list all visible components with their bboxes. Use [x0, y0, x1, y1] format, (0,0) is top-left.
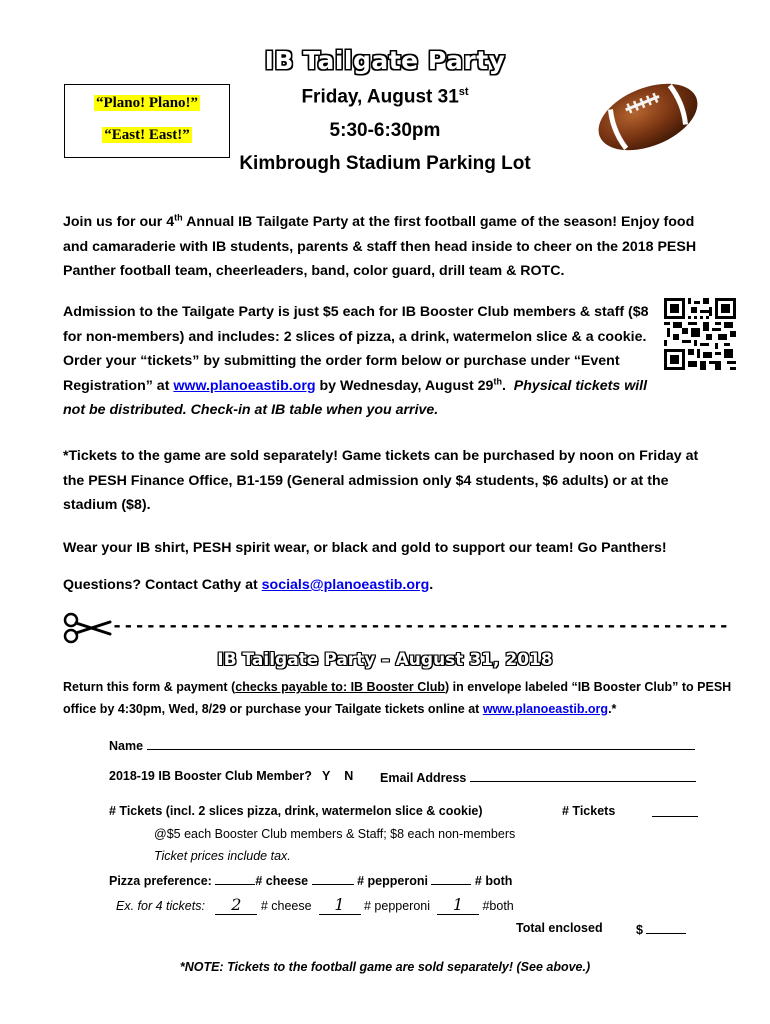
price-line: @$5 each Booster Club members & Staff; $8 each non-members	[154, 827, 516, 841]
member-yes-option[interactable]: Y	[322, 769, 331, 783]
example-pepperoni-value: 1	[319, 895, 361, 915]
pizza-preference-row: Pizza preference: # cheese # pepperoni # both	[109, 874, 513, 888]
email-link[interactable]: socials@planoeastib.org	[261, 577, 430, 593]
scissors-icon	[62, 612, 112, 644]
total-amount-field[interactable]	[646, 921, 686, 934]
member-no-option[interactable]: N	[344, 769, 354, 783]
website-link[interactable]: www.planoeastib.org	[173, 377, 316, 394]
game-tickets-paragraph: *Tickets to the game are sold separately! Game tickets can be purchased by noon on Friday at the PESH Finance Office, B1-159 (General admission only $4 students, $6 adults) or at the stadium ($8).	[63, 448, 699, 513]
event-time: 5:30-6:30pm	[329, 120, 441, 141]
form-title: IB Tailgate Party – August 31, 2018	[217, 650, 553, 670]
example-row: Ex. for 4 tickets: 2 # cheese 1 # pepperoni 1 #both	[116, 895, 514, 914]
admission-paragraph: Admission to the Tailgate Party is just $5 each for IB Booster Club members & staff ($8 for non-members) and includes: 2 slices of pizza, a drink, watermelon slice & a cookie. Order your “tickets” by submitting the order form below or purchase under “Event Registration” at www.planoeastib.org by Wednesday, August 29th. Physical tickets will not be distributed. Check-in at IB table when you arrive.	[63, 304, 649, 418]
both-count-field[interactable]	[431, 872, 471, 885]
qr-code-icon[interactable]	[664, 298, 736, 370]
form-website-link[interactable]: www.planoeastib.org	[482, 702, 609, 716]
event-date: Friday, August 31st	[301, 86, 469, 108]
total-label: Total enclosed	[516, 921, 603, 935]
footer-note: *NOTE: Tickets to the football game are sold separately! (See above.)	[179, 960, 591, 974]
tickets-right-label: # Tickets	[562, 804, 616, 818]
spirit-paragraph: Wear your IB shirt, PESH spirit wear, or black and gold to support our team! Go Panthers!	[63, 540, 667, 556]
tickets-count-field[interactable]	[652, 804, 698, 820]
form-instructions: Return this form & payment (checks payable to: IB Booster Club) in envelope labeled “IB Booster Club” to PESH office by 4:30pm, Wed, 8/29 or purchase your Tailgate tickets online at www.planoeastib.org.*	[63, 680, 732, 716]
total-row: $	[636, 921, 686, 937]
football-icon	[592, 78, 704, 156]
tickets-description: # Tickets (incl. 2 slices pizza, drink, watermelon slice & cookie)	[109, 804, 483, 818]
example-cheese-value: 2	[215, 895, 257, 915]
cheer-line-1: “Plano! Plano!”	[95, 95, 199, 111]
cut-line: -------------------------------------------------------	[112, 616, 730, 636]
cheer-line-2: “East! East!”	[104, 127, 190, 143]
member-row: 2018-19 IB Booster Club Member? Y N	[109, 769, 354, 783]
pepperoni-count-field[interactable]	[312, 872, 354, 885]
page-title: IB Tailgate Party	[264, 46, 506, 75]
tax-line: Ticket prices include tax.	[154, 849, 291, 863]
contact-paragraph: Questions? Contact Cathy at socials@planoeastib.org.	[63, 577, 434, 593]
intro-paragraph: Join us for our 4th Annual IB Tailgate Party at the first football game of the season! Enjoy food and camaraderie with IB students, parents & staff then head inside to cheer on the 2018 PESH Panther football team, cheerleaders, band, color guard, drill team & ROTC.	[63, 212, 697, 279]
name-field[interactable]	[147, 737, 695, 750]
cheese-count-field[interactable]	[215, 872, 255, 885]
email-row: Email Address	[380, 769, 696, 785]
example-both-value: 1	[437, 895, 479, 915]
event-location: Kimbrough Stadium Parking Lot	[239, 153, 531, 174]
name-row: Name	[109, 737, 695, 753]
email-field[interactable]	[470, 769, 696, 782]
